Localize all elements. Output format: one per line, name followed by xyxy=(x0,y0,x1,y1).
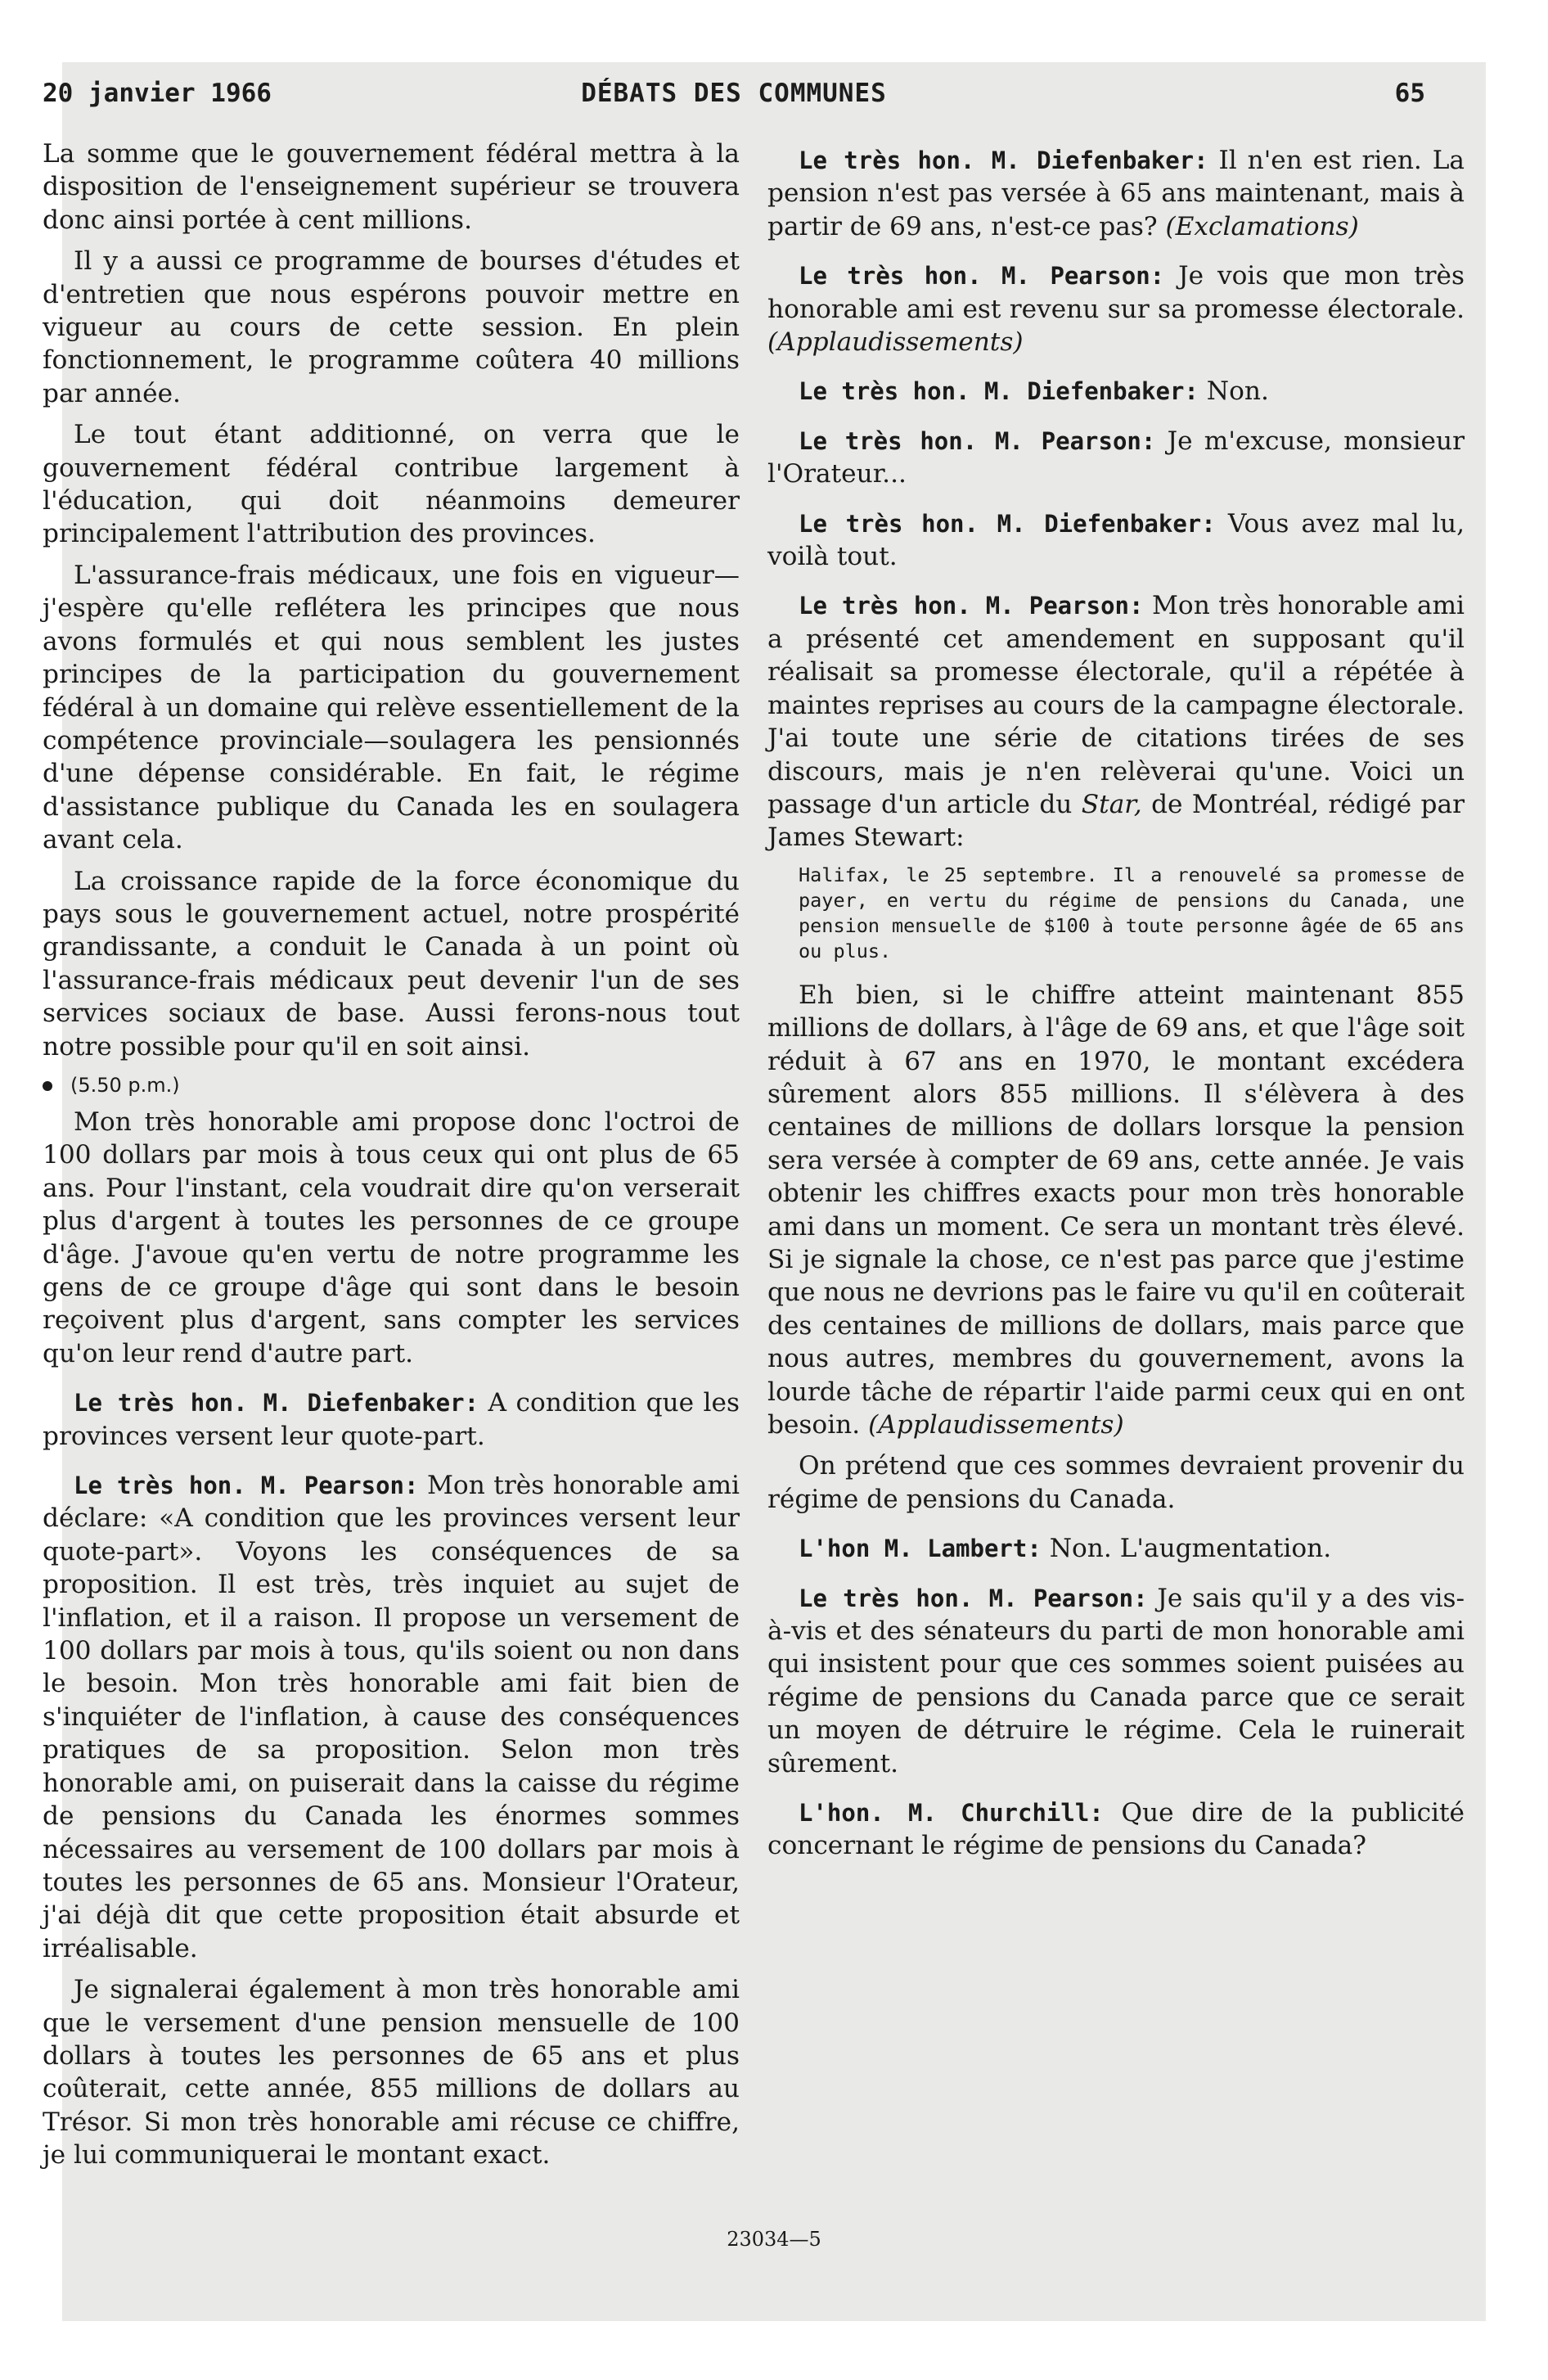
page-number: 65 xyxy=(1394,79,1425,108)
speech-text: Je sais qu'il y a des vis-à-vis et des sénateurs du parti de mon honorable ami qui insistent pour que ces sommes soient puisées au régime de pensions du Canada parce que ce serait un moyen de détruire le régime. Cela le ruinerait sûrement. xyxy=(767,1583,1465,1778)
speaker-name: Le très hon. M. Pearson: xyxy=(799,592,1144,620)
paragraph: Il y a aussi ce programme de bourses d'études et d'entretien que nous espérons pouvoir mettre en vigueur au cours de cette session. En plein fonctionnement, le programme coûtera 40 millions par année. xyxy=(43,246,740,408)
speech-text: Non. L'augmentation. xyxy=(1049,1534,1332,1564)
speech-text: Non. xyxy=(1206,376,1269,407)
journal-title: DÉBATS DES COMMUNES xyxy=(581,79,887,108)
printer-signature: 23034—5 xyxy=(727,2228,821,2251)
paragraph: L'assurance-frais médicaux, une fois en vigueur—j'espère qu'elle reflétera les principes que nous avons formulés et qui nous semblent les justes principes de la participation du gouvernement fédéral à un domaine qui relève essentiellement de la compétence provinciale—soulagera les pensionnés d'une dépense considérable. En fait, le régime d'assistance publique du Canada les en soulagera avant cela. xyxy=(43,560,740,855)
paragraph xyxy=(767,979,1465,1442)
issue-date: 20 janvier 1966 xyxy=(43,79,272,108)
speech xyxy=(43,1469,740,1965)
paragraph: Je signalerai également à mon très honorable ami que le versement d'une pension mensuelle de 100 dollars à toutes les personnes de 65 ans et plus coûterait, cette année, 855 millions de dollars au Trésor. Si mon très honorable ami récuse ce chiffre, je lui communiquerai le montant exact. xyxy=(43,1975,740,2170)
speech xyxy=(43,1386,740,1453)
speech-text: Que dire de la publicité concernant le régime de pensions du Canada? xyxy=(767,1798,1465,1861)
speaker-name: Le très hon. M. Pearson: xyxy=(799,426,1156,455)
speaker-name: L'hon. M. Churchill: xyxy=(799,1799,1104,1828)
publication-name: Star, xyxy=(1081,789,1142,819)
speech xyxy=(767,144,1465,243)
speaker-name: Le très hon. M. Pearson: xyxy=(799,1584,1148,1612)
speaker-name: Le très hon. M. Diefenbaker: xyxy=(799,509,1216,538)
speaker-name: Le très hon. M. Pearson: xyxy=(799,262,1165,291)
speaker-name: Le très hon. M. Pearson: xyxy=(74,1472,419,1500)
stage-direction: (Applaudissements) xyxy=(767,327,1024,358)
speech-text: A condition que les provinces versent leur quote-part. xyxy=(43,1388,740,1451)
paragraph: La croissance rapide de la force économique du pays sous le gouvernement actuel, notre prospérité grandissante, a conduit le Canada à un point où l'assurance-frais médicaux peut devenir l'un de ses services sociaux de base. Aussi ferons-nous tout notre possible pour qu'il en soit ainsi. xyxy=(43,866,740,1062)
block-quote: Halifax, le 25 septembre. Il a renouvelé sa promesse de payer, en vertu du régime de pensions du Canada, une pension mensuelle de $100 à toute personne âgée de 65 ans ou plus. xyxy=(799,863,1465,962)
speech xyxy=(767,1796,1465,1863)
speech xyxy=(767,507,1465,574)
right-column xyxy=(767,137,1465,1871)
speech-text: Mon très honorable ami déclare: «A condition que les provinces versent leur quote-part». Voyons les conséquences de sa proposition. Il est très, très inquiet au sujet de l'inflation, et il a raison. Il propose un versement de 100 dollars par mois à tous, qu'ils soient ou non dans le besoin. Mon très honorable ami fait bien de s'inquiéter de l'inflation, à cause des conséquences pratiques de sa proposition. Selon mon très honorable ami, on puiserait dans la caisse du régime de pensions du Canada les énormes sommes nécessaires au versement de 100 dollars par mois à toutes les personnes de 65 ans. Monsieur l'Orateur, j'ai déjà dit que cette proposition était absurde et irréalisable. xyxy=(43,1471,740,1963)
bullet-icon xyxy=(43,1081,52,1091)
speech xyxy=(767,375,1465,408)
left-column xyxy=(43,137,740,2180)
paragraph: Mon très honorable ami propose donc l'octroi de 100 dollars par mois à tous ceux qui ont plus de 65 ans. Pour l'instant, cela voudrait dire qu'on verserait plus d'argent à toutes les personnes de ce groupe d'âge. J'avoue qu'en vertu de notre programme les gens de ce groupe d'âge qui sont dans le besoin reçoivent plus d'argent, sans compter les services qu'on leur rend d'autre part. xyxy=(43,1107,740,1368)
speech xyxy=(767,1532,1465,1565)
speaker-name: Le très hon. M. Diefenbaker: xyxy=(74,1389,479,1418)
speaker-name: Le très hon. M. Diefenbaker: xyxy=(799,146,1208,174)
speech xyxy=(767,259,1465,358)
speech-text: Je m'excuse, monsieur l'Orateur... xyxy=(767,426,1465,489)
time-stamp-text: (5.50 p.m.) xyxy=(70,1073,180,1097)
page-header xyxy=(43,79,1425,119)
speech xyxy=(767,425,1465,491)
paragraph-text: Eh bien, si le chiffre atteint maintenant 855 millions de dollars, à l'âge de 69 ans, et que l'âge soit réduit à 67 ans en 1970, le montant excédera sûrement alors 855 millions. Il s'élèvera à des centaines de millions de dollars lorsque la pension sera versée à compter de 69 ans, cette année. Je vais obtenir les chiffres exacts pour mon très honorable ami dans un moment. Ce sera un montant très élevé. Si je signale la chose, ce n'est pas parce que j'estime que nous ne devrions pas le faire vu qu'il en coûterait des centaines de millions de dollars, mais parce que nous autres, membres du gouvernement, avons la lourde tâche de répartir l'aide parmi ceux qui en ont besoin. xyxy=(767,980,1465,1440)
stage-direction: (Applaudissements) xyxy=(868,1410,1124,1440)
speech-text: Vous avez mal lu, voilà tout. xyxy=(767,508,1465,572)
paragraph: Le tout étant additionné, on verra que le gouvernement fédéral contribue largement à l'éducation, qui doit néanmoins demeurer principalement l'attribution des provinces. xyxy=(43,420,740,549)
speech-text: Il n'en est rien. La pension n'est pas versée à 65 ans maintenant, mais à partir de 69 ans, n'est-ce pas? xyxy=(767,146,1465,241)
speech-text: Mon très honorable ami a présenté cet amendement en supposant qu'il réalisait sa promesse électorale, qu'il a répétée à maintes reprises au cours de la campagne électorale. J'ai toute une série de citations tirées de ses discours, mais je n'en relèverai qu'une. Voici un passage d'un article du xyxy=(767,591,1465,819)
speech xyxy=(767,1582,1465,1780)
speaker-name: L'hon M. Lambert: xyxy=(799,1535,1042,1563)
stage-direction: (Exclamations) xyxy=(1165,211,1359,241)
time-stamp xyxy=(43,1071,740,1099)
speaker-name: Le très hon. M. Diefenbaker: xyxy=(799,377,1199,406)
speech xyxy=(767,589,1465,854)
speech-text: de Montréal, rédigé par James Stewart: xyxy=(767,789,1465,853)
paragraph: On prétend que ces sommes devraient provenir du régime de pensions du Canada. xyxy=(767,1451,1465,1514)
speech-text: Je vois que mon très honorable ami est revenu sur sa promesse électorale. xyxy=(767,261,1465,324)
paragraph: La somme que le gouvernement fédéral mettra à la disposition de l'enseignement supérieur se trouvera donc ainsi portée à cent millions. xyxy=(43,139,740,235)
